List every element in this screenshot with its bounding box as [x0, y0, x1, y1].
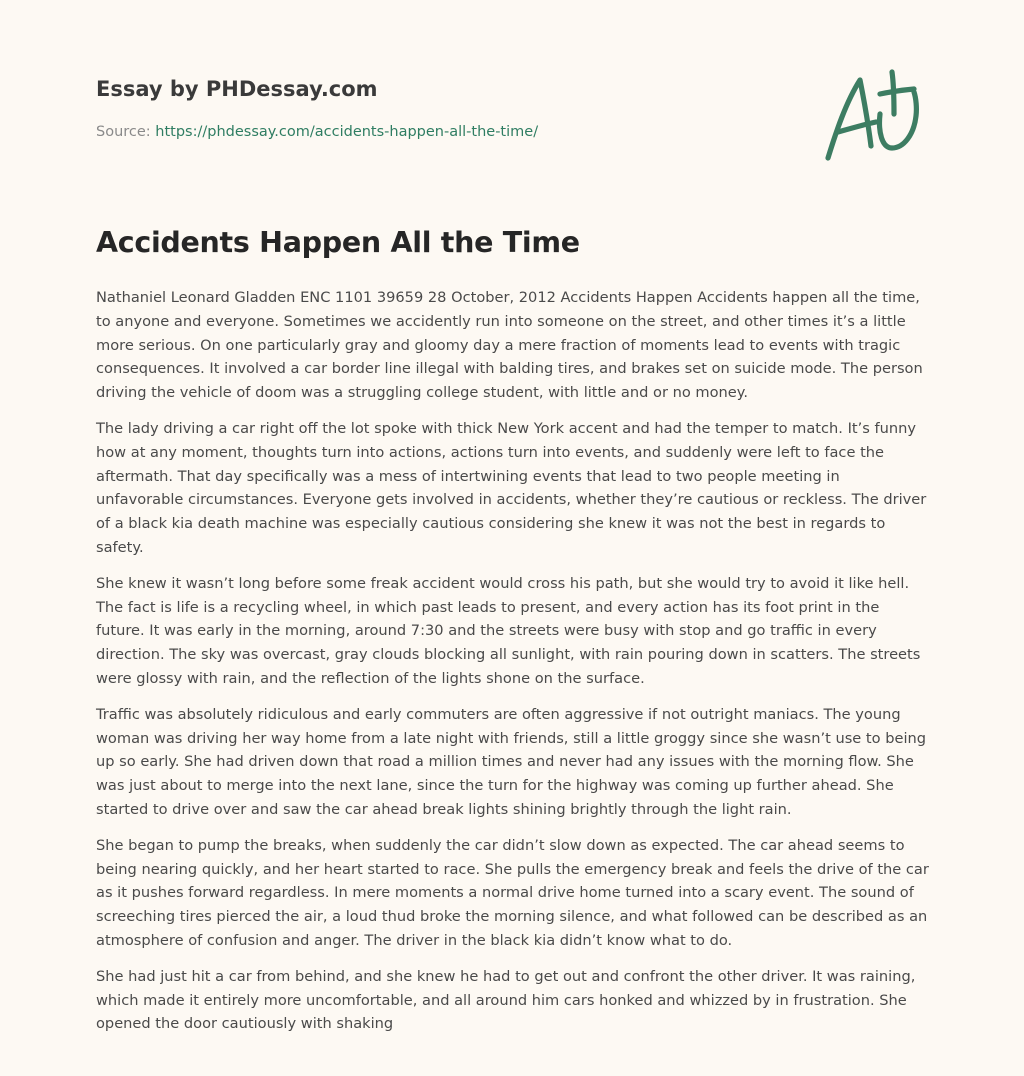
source-label: Source: [96, 124, 151, 140]
a-plus-logo-icon [822, 66, 926, 166]
essay-paragraph: She began to pump the breaks, when suddenly the car didn’t slow down as expected. The car ahead seems to being nearing quickly, and her heart started to race. She pulls the emergency break and feels the drive of the car as it pushes forward regardless. In mere moments a normal drive home turned into a scary event. The sound of screeching tires pierced the air, a loud thud broke the morning silence, and what followed can be described as an atmosphere of confusion and anger. The driver in the black kia didn’t know what to do. [96, 836, 929, 949]
essay-paragraph: The lady driving a car right off the lot spoke with thick New York accent and had the temper to match. It’s funny how at any moment, thoughts turn into actions, actions turn into events, and suddenly were left to face the aftermath. That day specifically was a mess of intertwining events that lead to two people meeting in unfavorable circumstances. Everyone gets involved in accidents, whether they’re cautious or reckless. The driver of a black kia death machine was especially cautious considering she knew it was not the best in regards to safety. [96, 419, 927, 556]
essay-paragraph: Nathaniel Leonard Gladden ENC 1101 39659 28 October, 2012 Accidents Happen Accidents happen all the time, to anyone and everyone. Sometimes we accidently run into someone on the street, and other times it’s a little more serious. On one particularly gray and gloomy day a mere fraction of moments lead to events with tragic consequences. It involved a car border line illegal with balding tires, and brakes set on suicide mode. The person driving the vehicle of doom was a struggling college student, with little and or no money. [96, 289, 923, 402]
essay-title: Accidents Happen All the Time [96, 226, 580, 259]
essay-body [96, 286, 931, 1048]
site-title: Essay by PHDessay.com [96, 77, 378, 101]
source-link[interactable]: https://phdessay.com/accidents-happen-all-the-time/ [155, 124, 539, 140]
essay-paragraph: She had just hit a car from behind, and she knew he had to get out and confront the other driver. It was raining, which made it entirely more uncomfortable, and all around him cars honked and whizzed by in frustration. She opened the door cautiously with shaking [96, 967, 916, 1033]
source-line [96, 124, 538, 140]
page-header [96, 0, 928, 200]
essay-paragraph: Traffic was absolutely ridiculous and early commuters are often aggressive if not outright maniacs. The young woman was driving her way home from a late night with friends, still a little groggy since she wasn’t use to being up so early. She had driven down that road a million times and never had any issues with the morning flow. She was just about to merge into the next lane, since the turn for the highway was coming up further ahead. She started to drive over and saw the car ahead break lights shining brightly through the light rain. [96, 705, 927, 818]
essay-paragraph: She knew it wasn’t long before some freak accident would cross his path, but she would try to avoid it like hell. The fact is life is a recycling wheel, in which past leads to present, and every action has its foot print in the future. It was early in the morning, around 7:30 and the streets were busy with stop and go traffic in every direction. The sky was overcast, gray clouds blocking all sunlight, with rain pouring down in scatters. The streets were glossy with rain, and the reflection of the lights shone on the surface. [96, 574, 921, 687]
